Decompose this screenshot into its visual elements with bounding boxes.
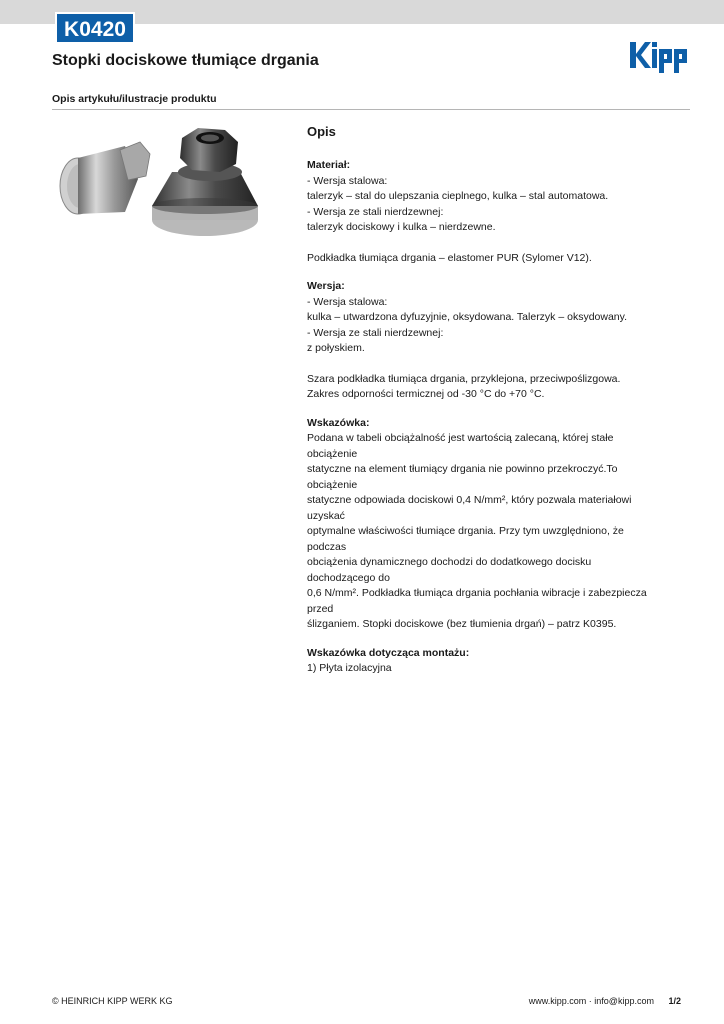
material-extra: Podkładka tłumiąca drgania – elastomer PUR (Sylomer V12). bbox=[307, 251, 592, 264]
kipp-logo bbox=[629, 38, 691, 74]
material-line: - Wersja ze stali nierdzewnej: bbox=[307, 205, 444, 218]
note-line: 0,6 N/mm². Podkładka tłumiąca drgania pochłania wibracje i zabezpiecza przed bbox=[307, 587, 647, 615]
stainless-foot bbox=[60, 142, 150, 214]
steel-foot bbox=[152, 128, 258, 236]
version-line: kulka – utwardzona dyfuzyjnie, oksydowana. Talerzyk – oksydowany. bbox=[307, 311, 628, 323]
section-divider bbox=[52, 109, 690, 110]
note-heading: Wskazówka: bbox=[307, 416, 370, 429]
page-title: Stopki dociskowe tłumiące drgania bbox=[52, 52, 319, 69]
material-heading: Materiał: bbox=[307, 159, 351, 171]
version-extra: Zakres odporności termicznej od -30 °C do +70 °C. bbox=[307, 388, 545, 400]
material-section bbox=[307, 158, 652, 266]
note-line: obciążenia dynamicznego dochodzi do dodatkowego docisku dochodzącego do bbox=[307, 556, 592, 584]
footer-copyright: © HEINRICH KIPP WERK KG bbox=[52, 996, 173, 1006]
mounting-section bbox=[307, 646, 652, 677]
note-line: optymalne właściwości tłumiące drgania. Przy tym uwzględniono, że podczas bbox=[307, 525, 624, 553]
footer-contact[interactable]: www.kipp.com · info@kipp.com bbox=[528, 996, 654, 1006]
product-illustration bbox=[50, 124, 270, 244]
version-line: - Wersja ze stali nierdzewnej: bbox=[307, 326, 444, 339]
description-panel bbox=[307, 124, 652, 690]
version-section bbox=[307, 279, 652, 403]
note-line: ślizganiem. Stopki dociskowe (bez tłumienia drgań) – patrz K0395. bbox=[307, 618, 617, 630]
version-line: z połyskiem. bbox=[307, 342, 365, 354]
note-line: Podana w tabeli obciążalność jest wartością zalecaną, której stałe obciążenie bbox=[307, 432, 614, 460]
section-label: Opis artykułu/ilustracje produktu bbox=[52, 93, 217, 105]
product-code-badge: K0420 bbox=[55, 12, 135, 44]
material-line: talerzyk dociskowy i kulka – nierdzewne. bbox=[307, 221, 496, 233]
version-line: - Wersja stalowa: bbox=[307, 295, 388, 308]
note-line: statyczne na element tłumiący drgania nie powinno przekroczyć.To obciążenie bbox=[307, 463, 618, 491]
description-heading: Opis bbox=[307, 124, 336, 139]
note-line: statyczne odpowiada dociskowi 0,4 N/mm², który pozwala materiałowi uzyskać bbox=[307, 494, 632, 522]
mounting-heading: Wskazówka dotycząca montażu: bbox=[307, 646, 470, 659]
mounting-line: 1) Płyta izolacyjna bbox=[307, 662, 392, 674]
footer-contact-group bbox=[529, 996, 681, 1006]
version-extra: Szara podkładka tłumiąca drgania, przyklejona, przeciwpoślizgowa. bbox=[307, 372, 621, 385]
page-number: 1/2 bbox=[668, 996, 681, 1006]
note-section bbox=[307, 416, 652, 633]
version-heading: Wersja: bbox=[307, 280, 345, 292]
material-line: - Wersja stalowa: bbox=[307, 174, 388, 187]
material-line: talerzyk – stal do ulepszania cieplnego, kulka – stal automatowa. bbox=[307, 190, 609, 202]
